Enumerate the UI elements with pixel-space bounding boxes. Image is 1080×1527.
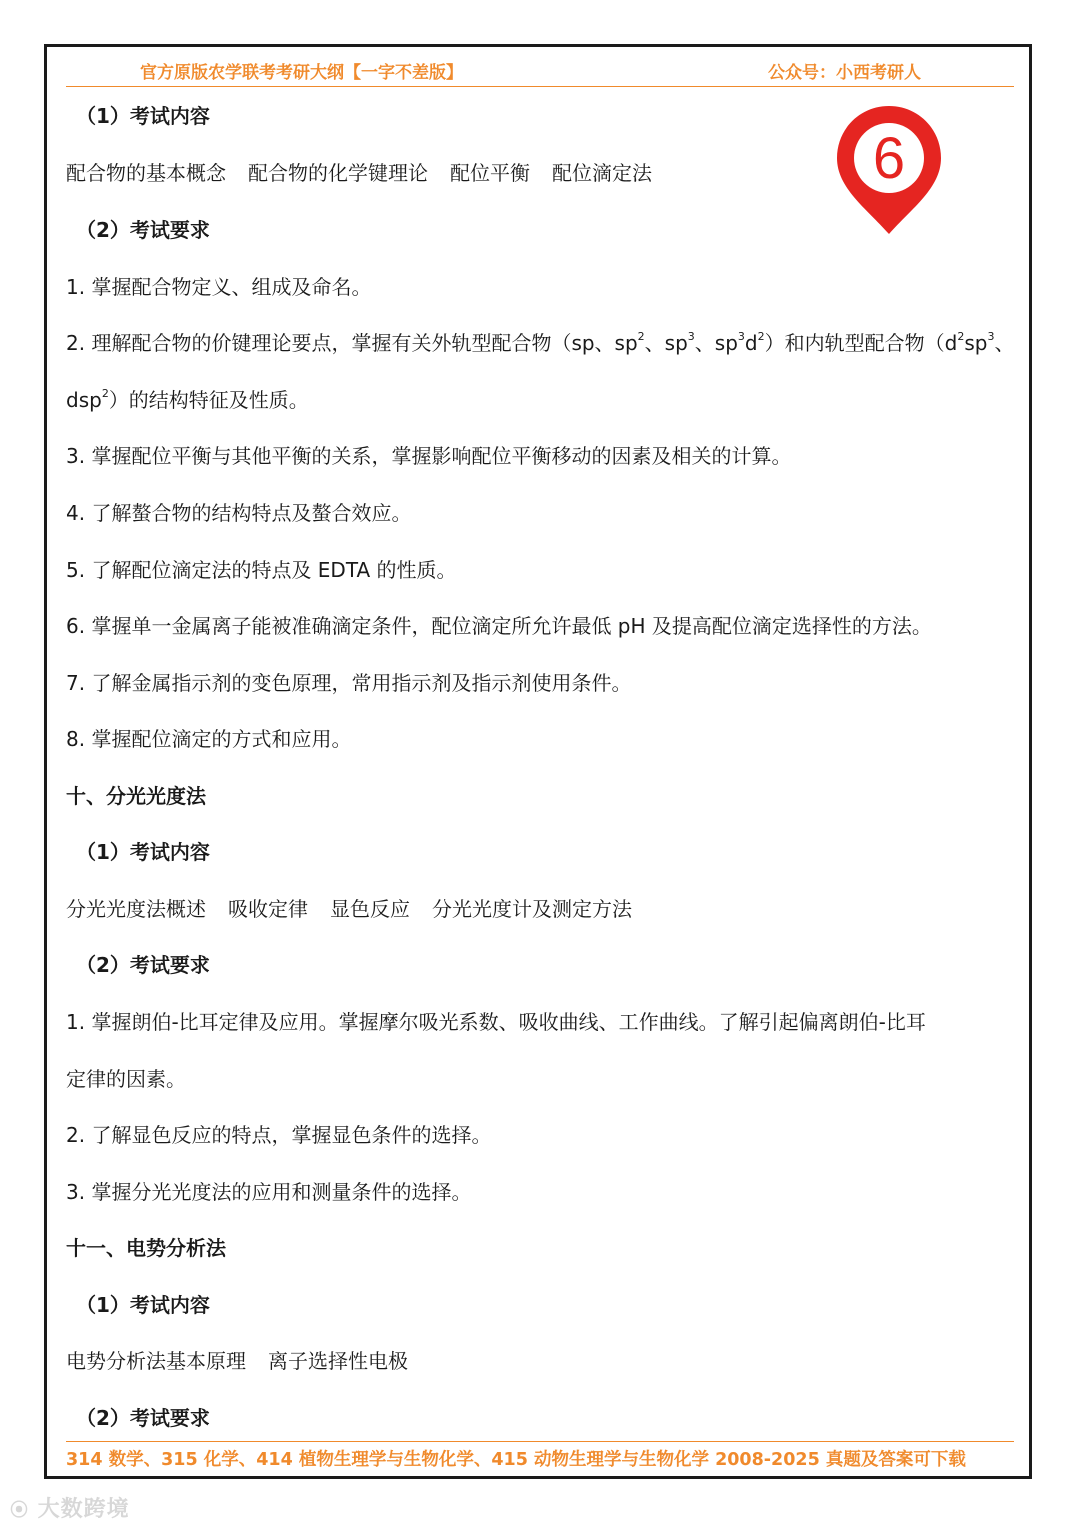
- content-item: 离子选择性电极: [268, 1349, 408, 1373]
- content-item: 配合物的化学键理论: [248, 161, 428, 185]
- requirement-2-cont: dsp$^2$）的结构特征及性质。: [66, 387, 309, 412]
- content-items-a: [66, 159, 652, 187]
- content-item: 电势分析法基本原理: [66, 1349, 246, 1373]
- requirement-5: 5. 了解配位滴定法的特点及 EDTA 的性质。: [66, 558, 457, 582]
- content-item: 配位滴定法: [552, 161, 652, 185]
- requirement-2: 2. 理解配合物的价键理论要点，掌握有关外轨型配合物（sp、$sp^2$、$sp^3$、$sp^3d^2$）和内轨型配合物（$d^2sp^3$、: [66, 330, 1015, 355]
- requirements-heading-10: （2）考试要求: [76, 953, 210, 977]
- requirements-heading-11: （2）考试要求: [76, 1406, 210, 1430]
- page-border: [44, 44, 1032, 1479]
- watermark-logo-icon: ⦿: [10, 1500, 29, 1521]
- page-footer: 314 数学、315 化学、414 植物生理学与生物化学、415 动物生理学与生物化学 2008-2025 真题及答案可下载: [66, 1450, 966, 1470]
- content-item: 分光光度计及测定方法: [432, 897, 632, 921]
- section-title-10: 十、分光光度法: [66, 784, 206, 808]
- content-item: 吸收定律: [228, 897, 308, 921]
- requirement-3: 3. 掌握配位平衡与其他平衡的关系，掌握影响配位平衡移动的因素及相关的计算。: [66, 444, 792, 468]
- badge-digit: 6: [872, 126, 906, 191]
- section-title-11: 十一、电势分析法: [66, 1236, 226, 1260]
- requirement-8: 8. 掌握配位滴定的方式和应用。: [66, 727, 352, 751]
- watermark-text: 大数跨境: [37, 1497, 130, 1522]
- requirement-10-2: 2. 了解显色反应的特点，掌握显色条件的选择。: [66, 1123, 492, 1147]
- content-heading-a: （1）考试内容: [76, 104, 210, 128]
- content-items-10: [66, 895, 632, 923]
- header-title: 官方原版农学联考考研大纲【一字不差版】: [140, 63, 463, 83]
- content-heading-11: （1）考试内容: [76, 1293, 210, 1317]
- requirement-10-3: 3. 掌握分光光度法的应用和测量条件的选择。: [66, 1180, 472, 1204]
- content-item: 配位平衡: [450, 161, 530, 185]
- requirement-1: 1. 掌握配合物定义、组成及命名。: [66, 275, 372, 299]
- content-item: 分光光度法概述: [66, 897, 206, 921]
- requirement-10-1-cont: 定律的因素。: [66, 1067, 186, 1091]
- watermark: [10, 1492, 130, 1523]
- location-pin-badge-icon: [833, 102, 945, 236]
- requirements-heading-a: （2）考试要求: [76, 218, 210, 242]
- footer-divider: [66, 1441, 1014, 1442]
- content-item: 显色反应: [330, 897, 410, 921]
- requirement-6: 6. 掌握单一金属离子能被准确滴定条件，配位滴定所允许最低 pH 及提高配位滴定选择性的方法。: [66, 614, 932, 638]
- requirement-7: 7. 了解金属指示剂的变色原理，常用指示剂及指示剂使用条件。: [66, 671, 632, 695]
- content-item: 配合物的基本概念: [66, 161, 226, 185]
- requirement-4: 4. 了解螯合物的结构特点及螯合效应。: [66, 501, 412, 525]
- page-header: [66, 56, 1014, 87]
- content-items-11: [66, 1347, 408, 1375]
- header-account: 公众号：小西考研人: [768, 63, 921, 83]
- content-heading-10: （1）考试内容: [76, 840, 210, 864]
- requirement-10-1: 1. 掌握朗伯-比耳定律及应用。掌握摩尔吸光系数、吸收曲线、工作曲线。了解引起偏离朗伯-比耳: [66, 1010, 926, 1034]
